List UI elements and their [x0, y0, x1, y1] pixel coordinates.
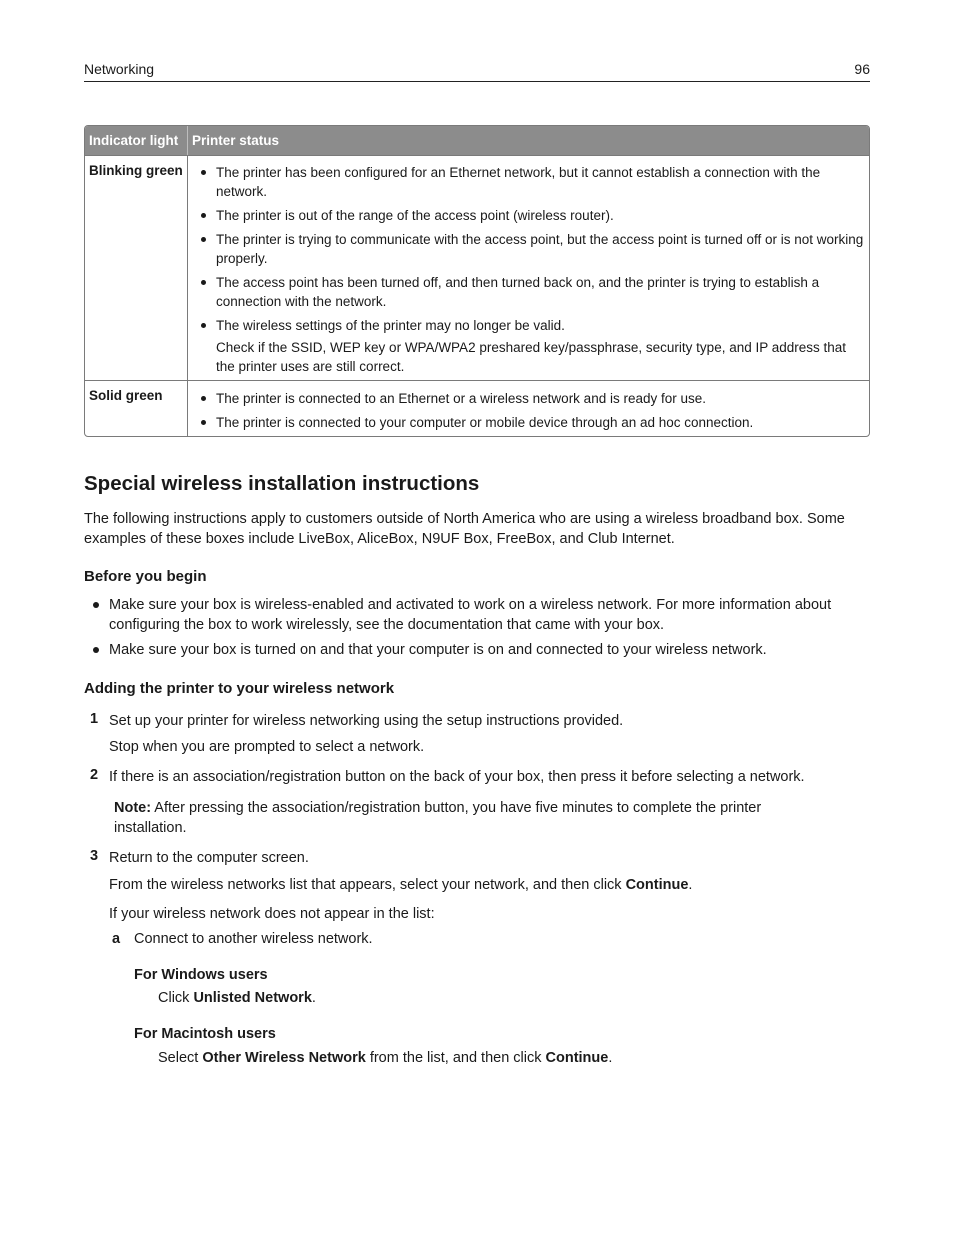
step-number: 2: [90, 767, 99, 783]
macintosh-users-heading: For Macintosh users: [134, 1026, 276, 1042]
table-header-row: [85, 126, 869, 155]
indicator-table: [84, 125, 870, 437]
printer-status-cell: [188, 381, 869, 436]
section-name: Networking: [84, 61, 155, 77]
windows-instruction: [158, 990, 316, 1006]
step-subtext: If your wireless network does not appear in the list:: [109, 906, 435, 922]
status-item: The wireless settings of the printer may no longer be valid.: [188, 316, 865, 335]
step-note: [114, 798, 834, 838]
mac-text-mid: from the list, and then click: [365, 1050, 546, 1066]
substep-text: Connect to another wireless network.: [134, 931, 373, 947]
note-text: After pressing the association/registration button, you have five minutes to complete the printer installation.: [114, 800, 762, 836]
step-subtext: Stop when you are prompted to select a network.: [109, 739, 425, 755]
status-item: The printer is out of the range of the access point (wireless router).: [188, 206, 865, 225]
step-text: Set up your printer for wireless networking using the setup instructions provided.: [109, 713, 624, 729]
status-item: The printer is connected to your computer or mobile device through an ad hoc connection.: [188, 413, 865, 432]
section-title: Special wireless installation instructions: [84, 472, 480, 495]
status-item: The printer is trying to communicate with the access point, but the access point is turned off or is not working properly.: [188, 230, 865, 268]
windows-users-heading: For Windows users: [134, 967, 268, 983]
status-item: The access point has been turned off, and then turned back on, and the printer is trying to establish a connection with the network.: [188, 273, 865, 311]
status-item: The printer is connected to an Ethernet or a wireless network and is ready for use.: [188, 389, 865, 408]
continue-term: Continue: [625, 877, 689, 893]
substep-letter: a: [112, 931, 121, 947]
list-item: Make sure your box is wireless-enabled and activated to work on a wireless network. For more information about configuring the box to work wirelessly, see the documentation that came with your box.: [84, 595, 874, 635]
note-label: Note:: [114, 800, 152, 816]
col-indicator-light-header: Indicator light: [85, 126, 188, 155]
indicator-light-cell: Blinking green: [85, 156, 188, 380]
table-row: [85, 155, 869, 380]
mac-text-pre: Select: [158, 1050, 203, 1066]
adding-printer-heading: Adding the printer to your wireless network: [84, 680, 395, 697]
indicator-light-cell: Solid green: [85, 381, 188, 436]
step-text: Return to the computer screen.: [109, 850, 309, 866]
step3-text-post: .: [688, 877, 693, 893]
windows-text-pre: Click: [158, 990, 194, 1006]
page-number: 96: [854, 61, 870, 77]
page-header: [84, 60, 870, 82]
col-printer-status-header: Printer status: [192, 133, 280, 148]
status-note: Check if the SSID, WEP key or WPA/WPA2 preshared key/passphrase, security type, and IP address that the printer uses are still correct.: [216, 340, 847, 374]
step3-text-pre: From the wireless networks list that appears, select your network, and then click: [109, 877, 626, 893]
unlisted-network-term: Unlisted Network: [193, 990, 312, 1006]
windows-text-post: .: [311, 990, 316, 1006]
table-row: [85, 380, 869, 436]
step-number: 3: [90, 848, 99, 864]
step-number: 1: [90, 711, 99, 727]
continue-term: Continue: [545, 1050, 609, 1066]
list-item: Make sure your box is turned on and that your computer is on and connected to your wireless network.: [84, 640, 874, 660]
mac-text-post: .: [608, 1050, 613, 1066]
status-item: The printer has been configured for an Ethernet network, but it cannot establish a connection with the network.: [188, 163, 865, 201]
macintosh-instruction: [158, 1050, 612, 1066]
other-wireless-network-term: Other Wireless Network: [202, 1050, 366, 1066]
step-subtext: [109, 875, 874, 895]
step-text: If there is an association/registration button on the back of your box, then press it before selecting a network.: [109, 769, 805, 785]
printer-status-cell: [188, 156, 869, 380]
intro-paragraph: The following instructions apply to customers outside of North America who are using a wireless broadband box. Some examples of these boxes include LiveBox, AliceBox, N9UF Box, FreeBox, and Club Internet.: [84, 511, 845, 547]
before-you-begin-heading: Before you begin: [84, 568, 207, 585]
